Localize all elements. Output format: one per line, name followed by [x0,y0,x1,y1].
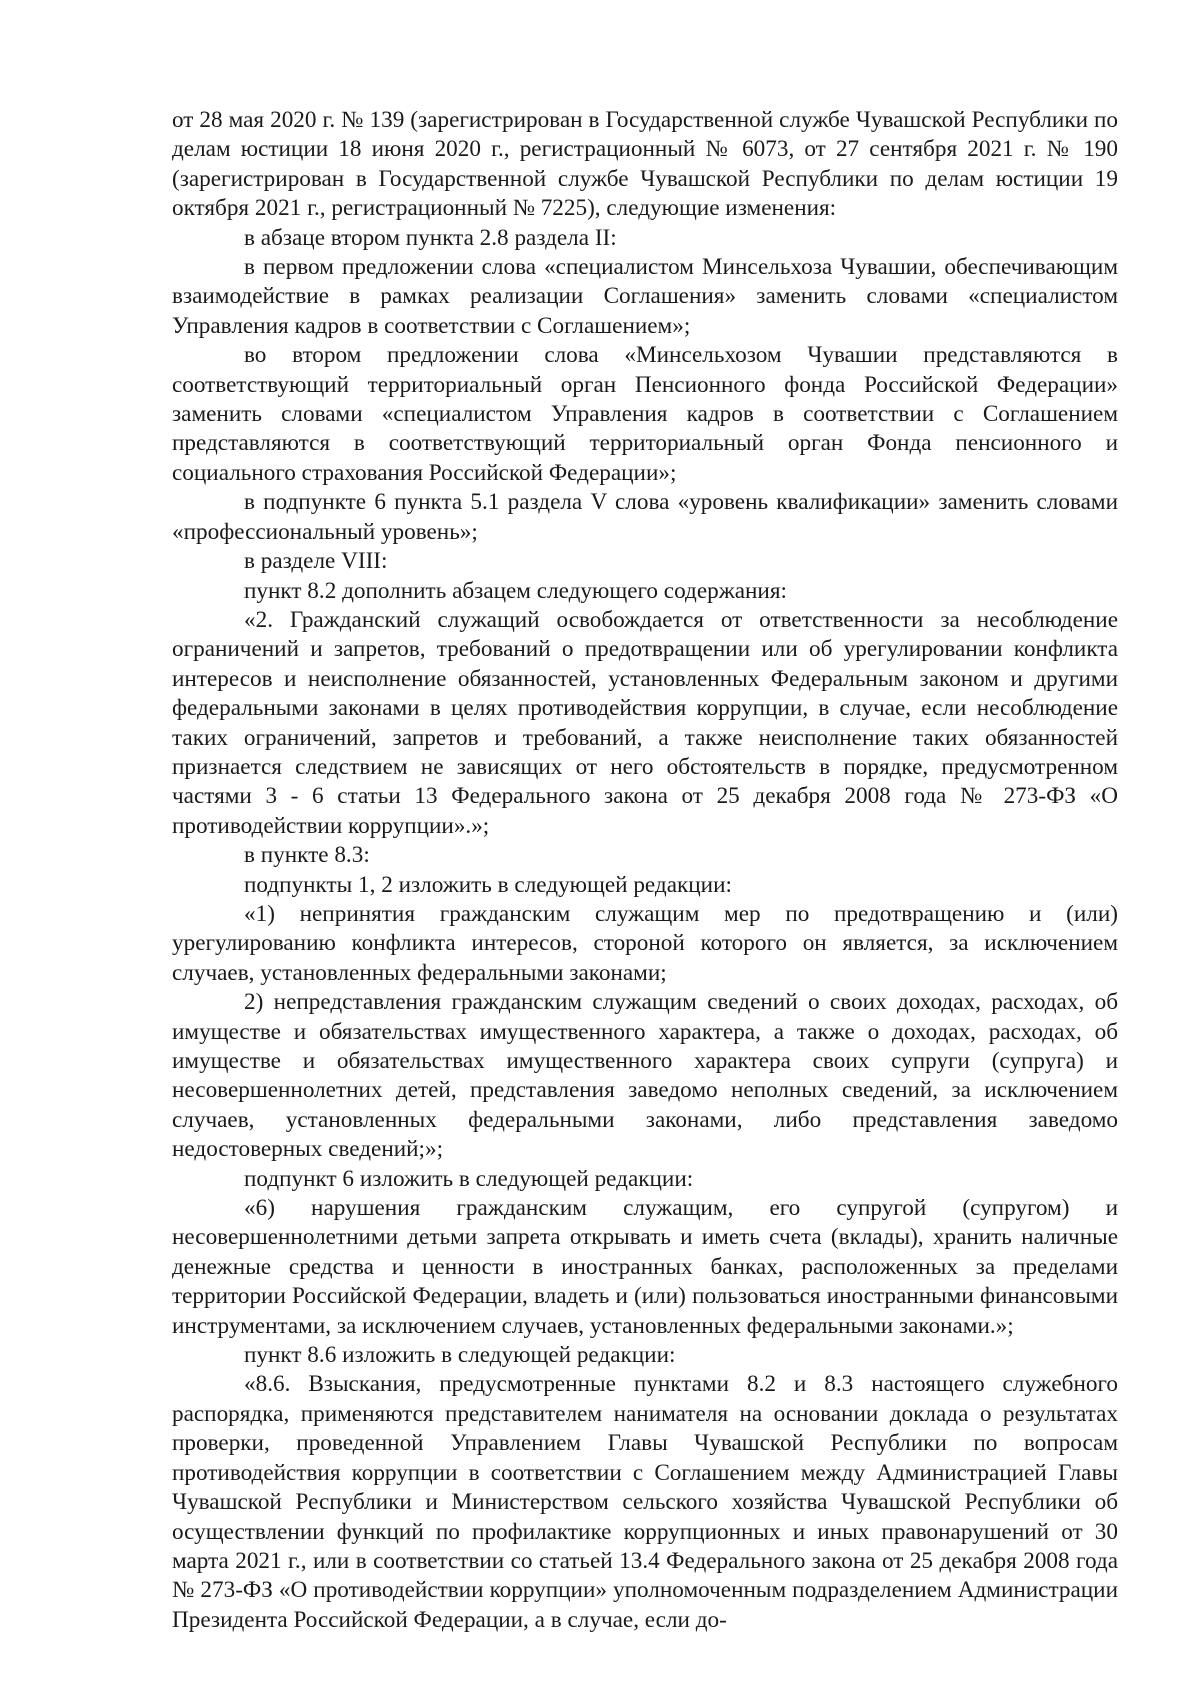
paragraph-subpoint-5-1: в подпункте 6 пункта 5.1 раздела V слова «уровень квалификации» заменить словами «профессиональный уровень»; [172,489,1118,545]
document-body [172,106,1118,1635]
paragraph-first-sentence: в первом предложении слова «специалистом Минсельхоза Чувашии, обеспечивающим взаимодействие в рамках реализации Соглашения» заменить словами «специалистом Управления кадров в соответствии с Соглашением»; [172,254,1118,339]
paragraph-subpoints-1-2: подпункты 1, 2 изложить в следующей редакции: [244,871,732,898]
paragraph-point-8-6-intro: пункт 8.6 изложить в следующей редакции: [244,1342,676,1369]
paragraph-subpoint-1: «1) непринятия гражданским служащим мер по предотвращению и (или) урегулированию конфликта интересов, стороной которого он является, за исключением случаев, установленных федеральными законами; [172,900,1118,986]
paragraph-intro: от 28 мая 2020 г. № 139 (зарегистрирован в Государственной службе Чувашской Республики по делам юстиции 18 июня 2020 г., регистрационный № 6073, от 27 сентября 2021 г. № 190 (зарегистрирован в Государственной службе Чувашской Республики по делам юстиции 19 октября 2021 г., регистрационный № 7225), следующие изменения: [172,107,1118,222]
paragraph-section-viii: в разделе VIII: [244,548,388,575]
paragraph-section-2-8: в абзаце втором пункта 2.8 раздела II: [244,224,617,251]
paragraph-point-8-6: «8.6. Взыскания, предусмотренные пунктами 8.2 и 8.3 настоящего служебного распорядка, применяются представителем нанимателя на основании доклада о результатах проверки, проведенной Управлением Главы Чувашской Республики по вопросам противодействия коррупции в соответствии с Соглашением между Администрацией Главы Чувашской Республики и Министерством сельского хозяйства Чувашской Республики об осуществлении функций по профилактике коррупционных и иных правонарушений от 30 марта 2021 г., или в соответствии со статьей 13.4 Федерального закона от 25 декабря 2008 года № 273-ФЗ «О противодействии коррупции» уполномоченным подразделением Администрации Президента Российской Федерации, а в случае, если до- [172,1371,1118,1633]
paragraph-point-8-2: пункт 8.2 дополнить абзацем следующего содержания: [244,577,787,604]
paragraph-subpoint-6-intro: подпункт 6 изложить в следующей редакции: [244,1165,694,1192]
paragraph-subpoint-6: «6) нарушения гражданским служащим, его супругой (супругом) и несовершеннолетними детьми запрета открывать и иметь счета (вклады), хранить наличные денежные средства и ценности в иностранных банках, расположенных за пределами территории Российской Федерации, владеть и (или) пользоваться иностранными финансовыми инструментами, за исключением случаев, установленных федеральными законами.»; [172,1195,1118,1339]
paragraph-subpoint-2: 2) непредставления гражданским служащим сведений о своих доходах, расходах, об имуществе и обязательствах имущественного характера, а также о доходах, расходах, об имуществе и обязательствах имущественного характера своих супруги (супруга) и несовершеннолетних детей, представления заведомо неполных сведений, за исключением случаев, установленных федеральными законами, либо представления заведомо недостоверных сведений;»; [172,989,1118,1163]
paragraph-quote-8-2: «2. Гражданский служащий освобождается от ответственности за несоблюдение ограничений и запретов, требований о предотвращении или об урегулировании конфликта интересов и неисполнение обязанностей, установленных Федеральным законом и другими федеральными законами в целях противодействия коррупции, в случае, если несоблюдение таких ограничений, запретов и требований, а также неисполнение таких обязанностей признается следствием не зависящих от него обстоятельств в порядке, предусмотренном частями 3 - 6 статьи 13 Федерального закона от 25 декабря 2008 года № 273-ФЗ «О противодействии коррупции».»; [172,606,1118,839]
paragraph-point-8-3: в пункте 8.3: [244,842,370,869]
paragraph-second-sentence: во втором предложении слова «Минсельхозом Чувашии представляются в соответствующий территориальный орган Пенсионного фонда Российской Федерации» заменить словами «специалистом Управления кадров в соответствии с Соглашением представляются в соответствующий территориальный орган Фонда пенсионного и социального страхования Российской Федерации»; [172,342,1118,486]
